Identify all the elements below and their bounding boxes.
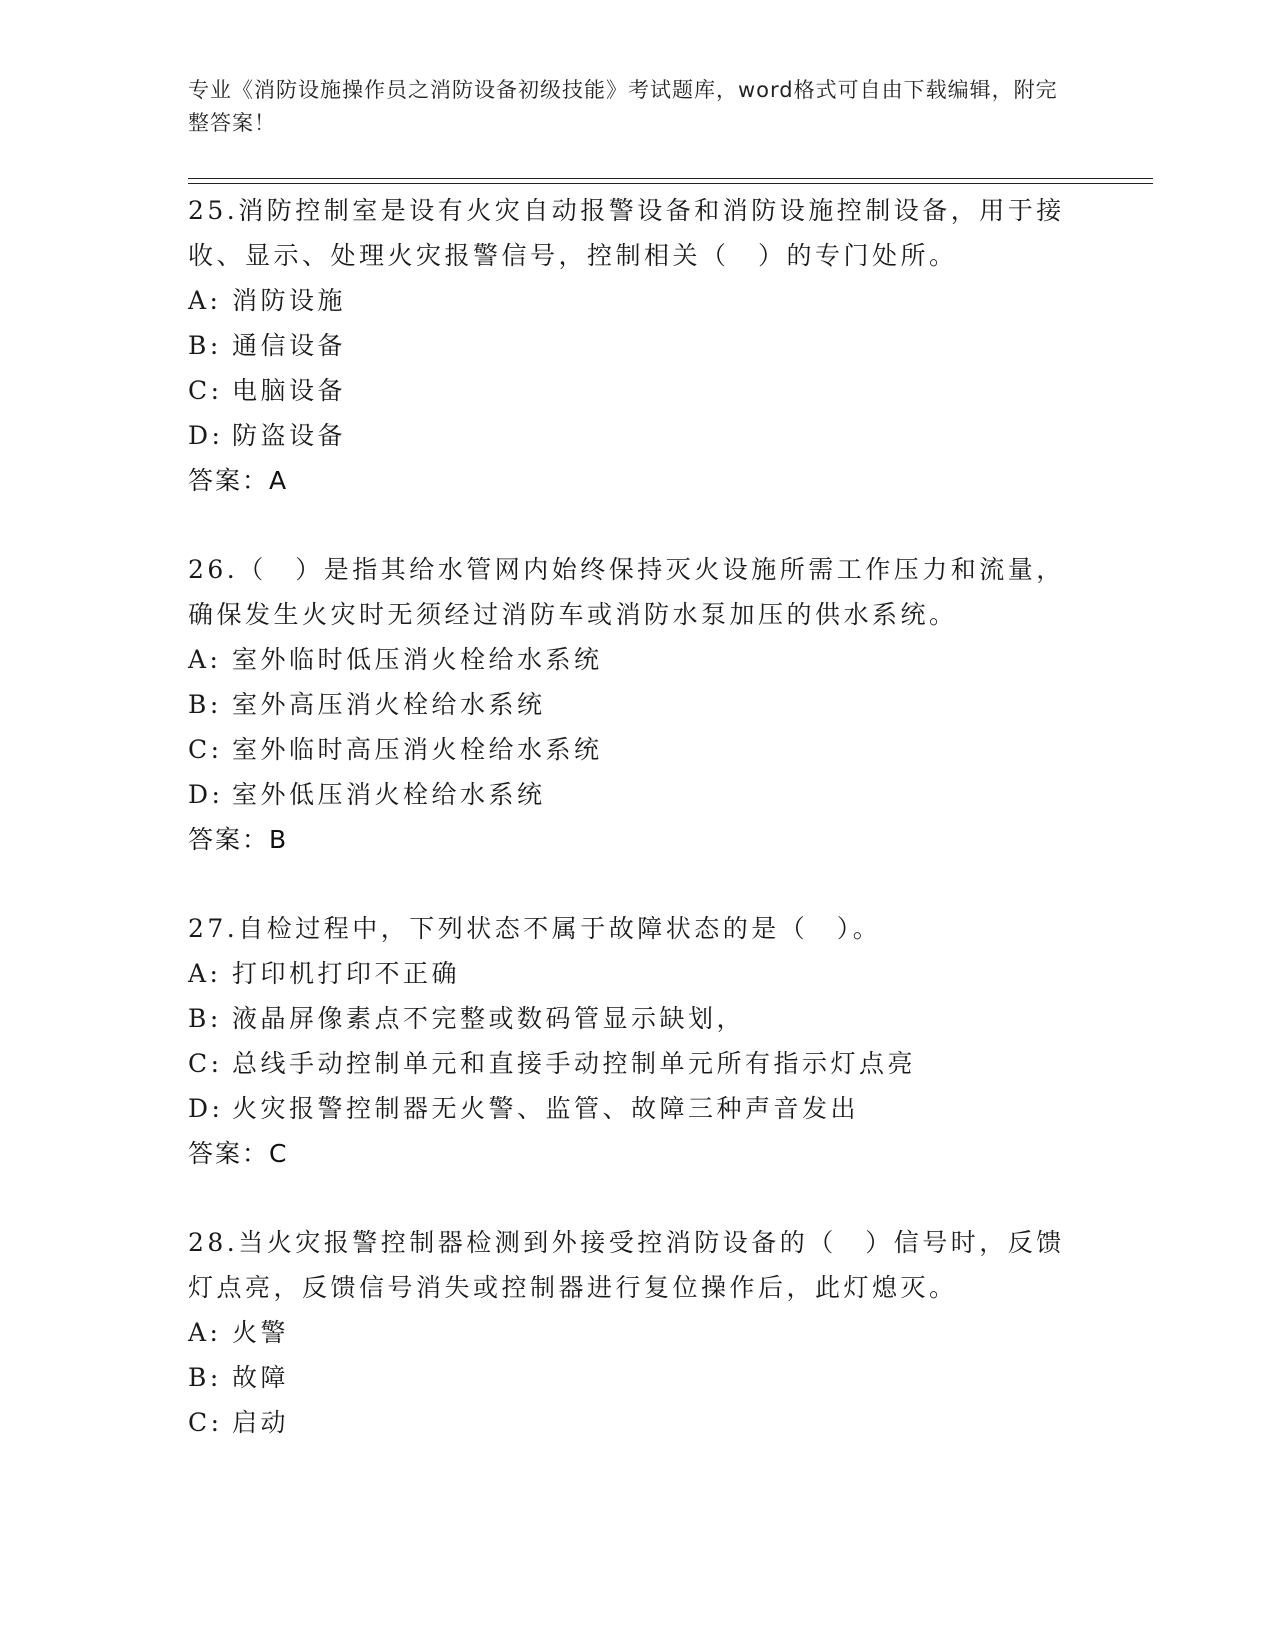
option-letter: D: [188, 780, 224, 809]
header-divider-bottom [188, 183, 1153, 184]
option-text: 室外临时高压消火栓给水系统 [232, 735, 603, 764]
option-letter: C: [188, 1408, 223, 1437]
option-text: 室外临时低压消火栓给水系统 [232, 645, 603, 674]
document-header: 专业《消防设施操作员之消防设备初级技能》考试题库，word格式可自由下载编辑，附完整答案！ [188, 78, 1058, 135]
option-text: 火灾报警控制器无火警、监管、故障三种声音发出 [232, 1094, 860, 1123]
option-letter: A: [188, 959, 222, 988]
option-text: 液晶屏像素点不完整或数码管显示缺划， [232, 1004, 746, 1033]
option-text: 室外高压消火栓给水系统 [232, 690, 546, 719]
option-letter: D: [188, 1094, 224, 1123]
option-b [188, 1355, 1088, 1400]
question-stem: 26.（ ）是指其给水管网内始终保持灭火设施所需工作压力和流量，确保发生火灾时无须经过消防车或消防水泵加压的供水系统。 [188, 555, 1065, 629]
option-text: 启动 [232, 1408, 290, 1437]
option-letter: D: [188, 421, 224, 450]
option-a [188, 637, 1088, 682]
option-text: 故障 [232, 1363, 290, 1392]
option-text: 电脑设备 [232, 376, 347, 405]
question-list [188, 188, 1088, 1489]
question-27 [188, 906, 1088, 1176]
option-c [188, 368, 1088, 413]
question-stem: 27.自检过程中，下列状态不属于故障状态的是（ ）。 [188, 914, 882, 943]
question-stem: 28.当火灾报警控制器检测到外接受控消防设备的（ ）信号时，反馈灯点亮，反馈信号消失或控制器进行复位操作后，此灯熄灭。 [188, 1228, 1065, 1302]
option-text: 总线手动控制单元和直接手动控制单元所有指示灯点亮 [232, 1049, 917, 1078]
option-letter: C: [188, 1049, 223, 1078]
option-text: 室外低压消火栓给水系统 [232, 780, 546, 809]
question-25 [188, 188, 1088, 503]
option-a [188, 278, 1088, 323]
option-c [188, 727, 1088, 772]
option-a [188, 1310, 1088, 1355]
option-text: 消防设施 [232, 286, 347, 315]
option-a [188, 951, 1088, 996]
option-letter: C: [188, 376, 223, 405]
answer-line: 答案：B [188, 825, 289, 854]
option-d [188, 772, 1088, 817]
option-text: 防盗设备 [232, 421, 347, 450]
option-text: 通信设备 [232, 331, 347, 360]
option-letter: B: [188, 1004, 222, 1033]
header-divider-top [188, 178, 1153, 179]
option-b [188, 323, 1088, 368]
option-letter: A: [188, 645, 222, 674]
option-d [188, 413, 1088, 458]
option-letter: A: [188, 1318, 222, 1347]
question-26 [188, 547, 1088, 862]
option-letter: B: [188, 331, 222, 360]
question-28 [188, 1220, 1088, 1445]
option-c [188, 1041, 1088, 1086]
option-b [188, 682, 1088, 727]
option-d [188, 1086, 1088, 1131]
option-letter: B: [188, 690, 222, 719]
option-letter: A: [188, 286, 222, 315]
option-letter: B: [188, 1363, 222, 1392]
answer-line: 答案：A [188, 466, 289, 495]
answer-line: 答案：C [188, 1139, 289, 1168]
option-text: 火警 [232, 1318, 290, 1347]
option-letter: C: [188, 735, 223, 764]
option-c [188, 1400, 1088, 1445]
option-b [188, 996, 1088, 1041]
question-stem: 25.消防控制室是设有火灾自动报警设备和消防设施控制设备，用于接收、显示、处理火灾报警信号，控制相关（ ）的专门处所。 [188, 196, 1065, 270]
option-text: 打印机打印不正确 [232, 959, 461, 988]
